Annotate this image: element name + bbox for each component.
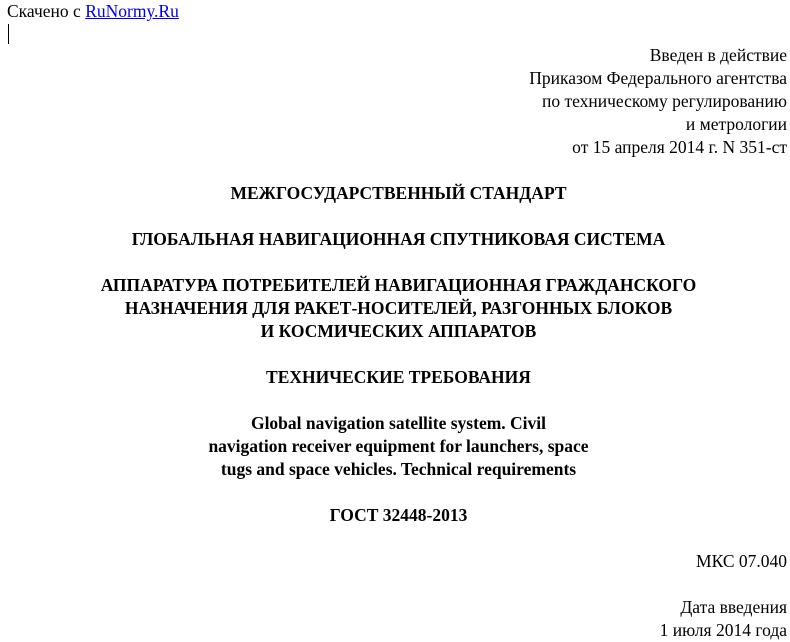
enactment-notice [529,44,787,159]
english-title-line: Global navigation satellite system. Civil [250,413,547,433]
english-title-line: tugs and space vehicles. Technical requirements [220,459,577,479]
system-title-heading: ГЛОБАЛЬНАЯ НАВИГАЦИОННАЯ СПУТНИКОВАЯ СИСТЕМА [131,229,666,249]
enactment-line: Приказом Федерального агентства [529,68,787,88]
mks-code: МКС 07.040 [696,551,787,571]
text-cursor [8,24,9,44]
introduction-date-label: Дата введения [680,597,787,617]
equipment-title-line: И КОСМИЧЕСКИХ АППАРАТОВ [260,321,537,341]
enactment-line: и метрологии [685,114,787,134]
enactment-line: по техническому регулированию [541,91,787,111]
download-source-line [7,0,179,23]
equipment-title-line: АППАРАТУРА ПОТРЕБИТЕЛЕЙ НАВИГАЦИОННАЯ ГРАЖДАНСКОГО [100,275,697,295]
download-source-link[interactable]: RuNormy.Ru [85,1,179,21]
gost-number: ГОСТ 32448-2013 [329,505,468,525]
equipment-title-line: НАЗНАЧЕНИЯ ДЛЯ РАКЕТ-НОСИТЕЛЕЙ, РАЗГОННЫХ БЛОКОВ [124,298,673,318]
enactment-line: от 15 апреля 2014 г. N 351-ст [572,137,787,157]
interstate-standard-heading: МЕЖГОСУДАРСТВЕННЫЙ СТАНДАРТ [230,183,567,203]
english-title-line: navigation receiver equipment for launchers, space [208,436,589,456]
introduction-date-value: 1 июля 2014 года [659,620,787,640]
enactment-line: Введен в действие [649,45,787,65]
english-title [0,412,790,481]
requirements-heading: ТЕХНИЧЕСКИЕ ТРЕБОВАНИЯ [266,367,531,387]
download-source-prefix: Скачено с [7,1,81,21]
equipment-title-heading [0,274,790,343]
